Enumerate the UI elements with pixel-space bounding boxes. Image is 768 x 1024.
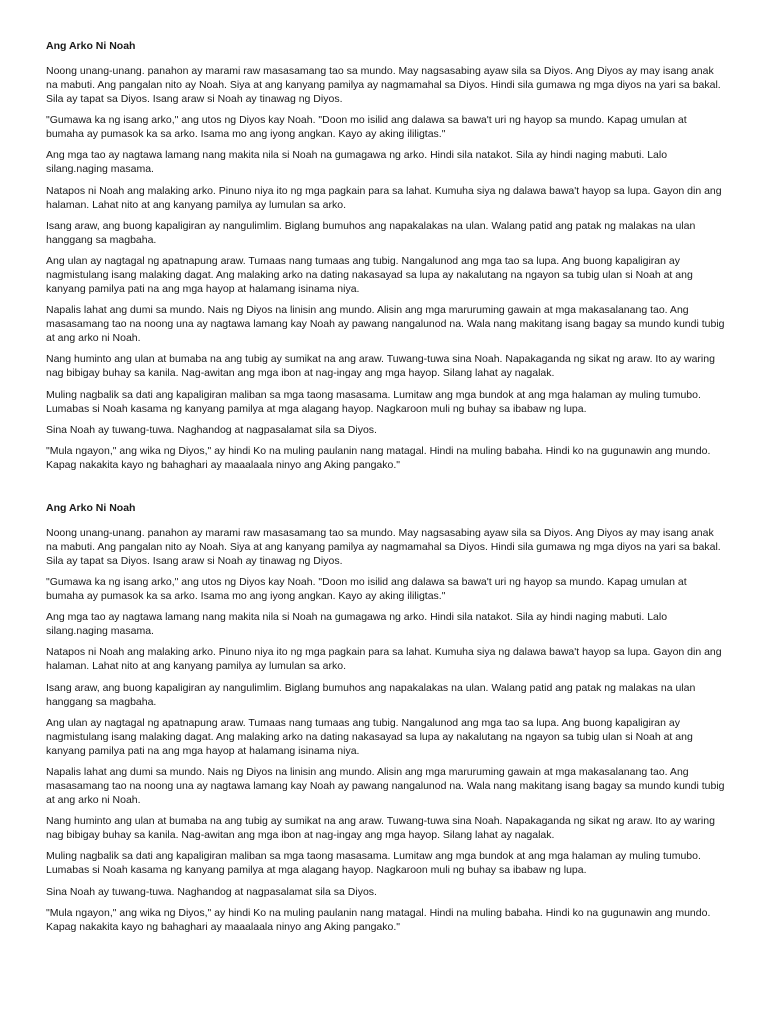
story-paragraph: "Mula ngayon," ang wika ng Diyos," ay hindi Ko na muling paulanin nang matagal. Hindi na muling babaha. Hindi ko na gugunawin ang mundo. Kapag nakakita kayo ng bahaghari ay maaalaala ninyo ang Aking pangako." bbox=[46, 906, 711, 933]
story-paragraph: Nang huminto ang ulan at bumaba na ang tubig ay sumikat na ang araw. Tuwang-tuwa sina Noah. Napakaganda ng sikat ng araw. Ito ay waring nag bibigay buhay sa kanila. Nag-awitan ang mga ibon at nag-ingay ang mga hayop. Silang lahat ay nagalak. bbox=[46, 353, 715, 380]
story-paragraph: Natapos ni Noah ang malaking arko. Pinuno niya ito ng mga pagkain para sa lahat. Kumuha siya ng dalawa bawa't hayop sa lupa. Gayon din ang halaman. Lahat nito at ang kanyang pamilya ay lumulan sa arko. bbox=[46, 646, 722, 673]
story-section bbox=[46, 40, 726, 472]
story-paragraph: Noong unang-unang. panahon ay marami raw masasamang tao sa mundo. May nagsasabing ayaw sila sa Diyos. Ang Diyos ay may isang anak na mabuti. Ang pangalan nito ay Noah. Siya at ang kanyang pamilya ay nagmamahal sa Diyos. Hindi sila gumawa ng mga diyos na yari sa bakal. Sila ay tapat sa Diyos. Isang araw si Noah ay tinawag ng Diyos. bbox=[46, 65, 721, 105]
story-paragraph: Ang ulan ay nagtagal ng apatnapung araw. Tumaas nang tumaas ang tubig. Nangalunod ang mga tao sa lupa. Ang buong kapaligiran ay nagmistulang isang malaking dagat. Ang malaking arko na dating nakasayad sa lupa ay nakalutang na ngayon sa tubig ulan si Noah at ang kanyang pamilya pati na ang mga hayop at halamang isinama niya. bbox=[46, 716, 693, 757]
story-paragraph: Sina Noah ay tuwang-tuwa. Naghandog at nagpasalamat sila sa Diyos. bbox=[46, 885, 377, 898]
story-paragraph: Isang araw, ang buong kapaligiran ay nangulimlim. Biglang bumuhos ang napakalakas na ulan. Walang patid ang patak ng malakas na ulan hanggang sa magbaha. bbox=[46, 219, 696, 246]
story-paragraph: Nang huminto ang ulan at bumaba na ang tubig ay sumikat na ang araw. Tuwang-tuwa sina Noah. Napakaganda ng sikat ng araw. Ito ay waring nag bibigay buhay sa kanila. Nag-awitan ang mga ibon at nag-ingay ang mga hayop. Silang lahat ay nagalak. bbox=[46, 815, 715, 842]
story-title: Ang Arko Ni Noah bbox=[46, 501, 136, 514]
story-paragraph: Napalis lahat ang dumi sa mundo. Nais ng Diyos na linisin ang mundo. Alisin ang mga maruruming gawain at mga makasalanang tao. Ang masasamang tao na noong una ay nagtawa lamang kay Noah ay pawang nangalunod na. Wala nang makitang isang bagay sa mundo kundi tubig at ang arko ni Noah. bbox=[46, 766, 725, 806]
story-paragraph: Sina Noah ay tuwang-tuwa. Naghandog at nagpasalamat sila sa Diyos. bbox=[46, 423, 377, 436]
story-paragraph: Natapos ni Noah ang malaking arko. Pinuno niya ito ng mga pagkain para sa lahat. Kumuha siya ng dalawa bawa't hayop sa lupa. Gayon din ang halaman. Lahat nito at ang kanyang pamilya ay lumulan sa arko. bbox=[46, 184, 722, 211]
story-paragraph: Ang mga tao ay nagtawa lamang nang makita nila si Noah na gumagawa ng arko. Hindi sila natakot. Sila ay hindi naging mabuti. Lalo silang.naging masama. bbox=[46, 149, 668, 176]
story-paragraph: Ang mga tao ay nagtawa lamang nang makita nila si Noah na gumagawa ng arko. Hindi sila natakot. Sila ay hindi naging mabuti. Lalo silang.naging masama. bbox=[46, 611, 668, 638]
story-paragraph: Noong unang-unang. panahon ay marami raw masasamang tao sa mundo. May nagsasabing ayaw sila sa Diyos. Ang Diyos ay may isang anak na mabuti. Ang pangalan nito ay Noah. Siya at ang kanyang pamilya ay nagmamahal sa Diyos. Hindi sila gumawa ng mga diyos na yari sa bakal. Sila ay tapat sa Diyos. Isang araw si Noah ay tinawag ng Diyos. bbox=[46, 526, 721, 567]
story-paragraph: Napalis lahat ang dumi sa mundo. Nais ng Diyos na linisin ang mundo. Alisin ang mga maruruming gawain at mga makasalanang tao. Ang masasamang tao na noong una ay nagtawa lamang kay Noah ay pawang nangalunod na. Wala nang makitang isang bagay sa mundo kundi tubig at ang arko ni Noah. bbox=[46, 304, 725, 345]
story-section bbox=[46, 502, 726, 934]
story-paragraph: Muling nagbalik sa dati ang kapaligiran maliban sa mga taong masasama. Lumitaw ang mga bundok at ang mga halaman ay muling tumubo. Lumabas si Noah kasama ng kanyang pamilya at mga alagang hayop. Nagkaroon muli ng buhay sa ibabaw ng lupa. bbox=[46, 388, 701, 415]
story-paragraph: "Mula ngayon," ang wika ng Diyos," ay hindi Ko na muling paulanin nang matagal. Hindi na muling babaha. Hindi ko na gugunawin ang mundo. Kapag nakakita kayo ng bahaghari ay maaalaala ninyo ang Aking pangako." bbox=[46, 444, 711, 471]
story-title: Ang Arko Ni Noah bbox=[46, 40, 136, 52]
story-paragraph: "Gumawa ka ng isang arko," ang utos ng Diyos kay Noah. "Doon mo isilid ang dalawa sa bawa't uri ng hayop sa mundo. Kapag umulan at bumaha ay pumasok ka sa arko. Isama mo ang iyong angkan. Kayo ay aking ililigtas." bbox=[46, 576, 687, 603]
story-paragraph: Isang araw, ang buong kapaligiran ay nangulimlim. Biglang bumuhos ang napakalakas na ulan. Walang patid ang patak ng malakas na ulan hanggang sa magbaha. bbox=[46, 681, 696, 708]
story-paragraph: Muling nagbalik sa dati ang kapaligiran maliban sa mga taong masasama. Lumitaw ang mga bundok at ang mga halaman ay muling tumubo. Lumabas si Noah kasama ng kanyang pamilya at mga alagang hayop. Nagkaroon muli ng buhay sa ibabaw ng lupa. bbox=[46, 850, 701, 877]
document-page bbox=[46, 40, 726, 941]
story-paragraph: Ang ulan ay nagtagal ng apatnapung araw. Tumaas nang tumaas ang tubig. Nangalunod ang mga tao sa lupa. Ang buong kapaligiran ay nagmistulang isang malaking dagat. Ang malaking arko na dating nakasayad sa lupa ay nakalutang na ngayon sa tubig ulan si Noah at ang kanyang pamilya pati na ang mga hayop at halamang isinama niya. bbox=[46, 254, 693, 295]
story-paragraph: "Gumawa ka ng isang arko," ang utos ng Diyos kay Noah. "Doon mo isilid ang dalawa sa bawa't uri ng hayop sa mundo. Kapag umulan at bumaha ay pumasok ka sa arko. Isama mo ang iyong angkan. Kayo ay aking ililigtas." bbox=[46, 114, 687, 141]
